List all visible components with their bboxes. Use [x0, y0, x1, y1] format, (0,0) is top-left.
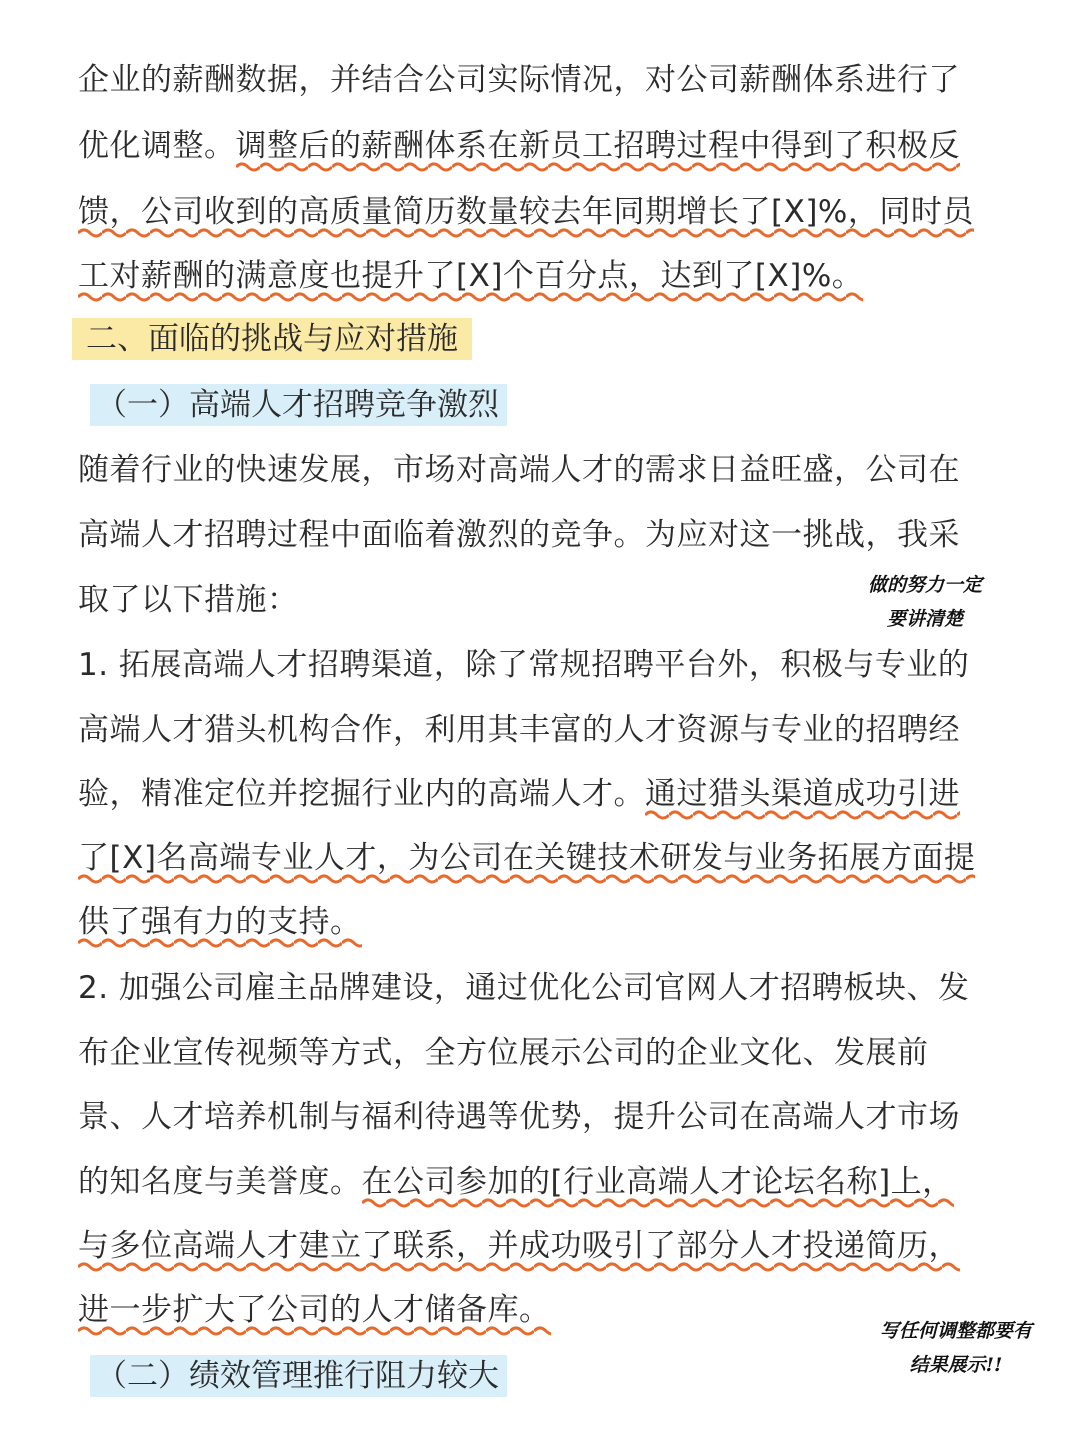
- subsection-heading: （一）高端人才招聘竞争激烈: [90, 384, 507, 426]
- list-item-line: [78, 838, 975, 878]
- underlined-text: 了[X]名高端专业人才，为公司在关键技术研发与业务拓展方面提: [78, 840, 975, 885]
- note-line: 要讲清楚: [886, 608, 963, 630]
- list-item-line: 2. 加强公司雇主品牌建设，通过优化公司官网人才招聘板块、发: [78, 970, 970, 1006]
- paragraph-line: [78, 256, 863, 296]
- underlined-text: 通过猎头渠道成功引进: [645, 776, 960, 821]
- underlined-text: 调整后的薪酬体系在新员工招聘过程中得到了积极反: [236, 128, 961, 173]
- note-line: 结果展示!!: [909, 1354, 1003, 1376]
- paragraph-line: 企业的薪酬数据，并结合公司实际情况，对公司薪酬体系进行了: [78, 62, 960, 98]
- paragraph-line: 取了以下措施：: [78, 582, 299, 618]
- paragraph-line: [78, 192, 974, 232]
- note-line: 做的努力一定: [867, 574, 982, 596]
- list-item-line: [78, 902, 362, 942]
- paragraph-line: 高端人才招聘过程中面临着激烈的竞争。为应对这一挑战，我采: [78, 517, 960, 553]
- underlined-text: 进一步扩大了公司的人才储备库。: [78, 1292, 551, 1337]
- list-item-line: [78, 1290, 551, 1330]
- underlined-text: 与多位高端人才建立了联系，并成功吸引了部分人才投递简历，: [78, 1228, 960, 1273]
- handwritten-note: [840, 568, 1010, 636]
- list-item-line: 景、人才培养机制与福利待遇等优势，提升公司在高端人才市场: [78, 1099, 960, 1135]
- underlined-text: 供了强有力的支持。: [78, 904, 362, 949]
- text-run: 的知名度与美誉度。: [78, 1164, 362, 1200]
- underlined-text: 馈，公司收到的高质量简历数量较去年同期增长了[X]%，同时员: [78, 194, 974, 239]
- note-line: 写任何调整都要有: [879, 1320, 1032, 1342]
- underlined-text: 工对薪酬的满意度也提升了[X]个百分点，达到了[X]%。: [78, 258, 863, 303]
- paragraph-line: 随着行业的快速发展，市场对高端人才的需求日益旺盛，公司在: [78, 452, 960, 488]
- text-run: 优化调整。: [78, 128, 236, 164]
- list-item-line: [78, 774, 960, 814]
- list-item-line: 1. 拓展高端人才招聘渠道，除了常规招聘平台外，积极与专业的: [78, 647, 970, 683]
- section-heading: 二、面临的挑战与应对措施: [72, 318, 472, 360]
- list-item-line: [78, 1226, 960, 1266]
- text-run: 验，精准定位并挖掘行业内的高端人才。: [78, 776, 645, 812]
- handwritten-note: [848, 1314, 1064, 1382]
- list-item-line: [78, 1162, 954, 1202]
- subsection-heading: （二）绩效管理推行阻力较大: [90, 1355, 507, 1397]
- underlined-text: 在公司参加的[行业高端人才论坛名称]上，: [362, 1164, 954, 1209]
- paragraph-line: [78, 126, 960, 166]
- list-item-line: 高端人才猎头机构合作，利用其丰富的人才资源与专业的招聘经: [78, 712, 960, 748]
- list-item-line: 布企业宣传视频等方式，全方位展示公司的企业文化、发展前: [78, 1035, 929, 1071]
